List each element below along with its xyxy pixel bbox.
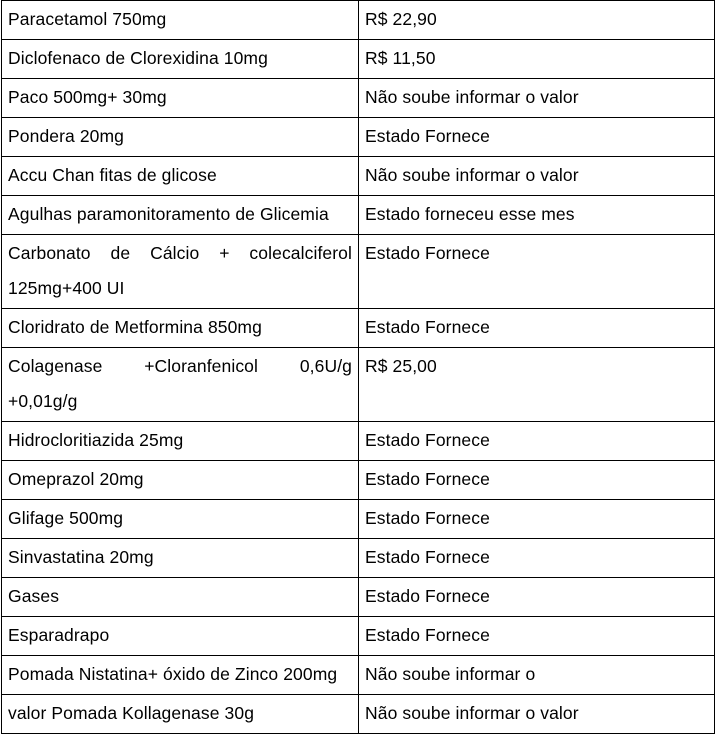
table-row (2, 118, 715, 157)
medication-name-cell: Gases (2, 578, 359, 617)
medication-value-cell: Estado Fornece (359, 118, 715, 157)
medication-value-cell: Estado Fornece (359, 539, 715, 578)
table-row (2, 695, 715, 734)
medication-price-table (1, 0, 715, 734)
medication-value-cell: Estado Fornece (359, 461, 715, 500)
medication-value-cell: Não soube informar o valor (359, 157, 715, 196)
table-row (2, 40, 715, 79)
table-row (2, 196, 715, 235)
medication-name-cell: Pomada Nistatina+ óxido de Zinco 200mg (2, 656, 359, 695)
medication-name-cell: Sinvastatina 20mg (2, 539, 359, 578)
medication-name-cell: Esparadrapo (2, 617, 359, 656)
table-row (2, 617, 715, 656)
medication-value-cell: Não soube informar o (359, 656, 715, 695)
table-row (2, 539, 715, 578)
table-row (2, 1, 715, 40)
medication-name-cell: Omeprazol 20mg (2, 461, 359, 500)
medication-name-cell: Agulhas paramonitoramento de Glicemia (2, 196, 359, 235)
medication-name-cell: Diclofenaco de Clorexidina 10mg (2, 40, 359, 79)
medication-value-cell: R$ 22,90 (359, 1, 715, 40)
table-row (2, 309, 715, 348)
medication-value-cell: Não soube informar o valor (359, 695, 715, 734)
medication-name-cell: Hidrocloritiazida 25mg (2, 422, 359, 461)
medication-name-cell: Accu Chan fitas de glicose (2, 157, 359, 196)
medication-name-cell: Glifage 500mg (2, 500, 359, 539)
medication-value-cell: Estado forneceu esse mes (359, 196, 715, 235)
table-row (2, 578, 715, 617)
medication-name-cell: Cloridrato de Metformina 850mg (2, 309, 359, 348)
medication-value-cell: Não soube informar o valor (359, 79, 715, 118)
medication-value-cell: Estado Fornece (359, 500, 715, 539)
table-row (2, 235, 715, 309)
table-row (2, 348, 715, 422)
medication-value-cell: Estado Fornece (359, 309, 715, 348)
table-row (2, 656, 715, 695)
medication-value-cell: Estado Fornece (359, 422, 715, 461)
medication-name-cell: Paracetamol 750mg (2, 1, 359, 40)
table-row (2, 500, 715, 539)
medication-value-cell: R$ 25,00 (359, 348, 715, 422)
medication-value-cell: R$ 11,50 (359, 40, 715, 79)
table-row (2, 461, 715, 500)
medication-value-cell: Estado Fornece (359, 617, 715, 656)
table-row (2, 157, 715, 196)
table-row (2, 422, 715, 461)
medication-value-cell: Estado Fornece (359, 578, 715, 617)
medication-name-cell: valor Pomada Kollagenase 30g (2, 695, 359, 734)
medication-value-cell: Estado Fornece (359, 235, 715, 309)
medication-name-cell: Carbonato de Cálcio + colecalciferol 125mg+400 UI (2, 235, 359, 309)
medication-name-cell: Paco 500mg+ 30mg (2, 79, 359, 118)
medication-name-cell: Pondera 20mg (2, 118, 359, 157)
table-row (2, 79, 715, 118)
medication-name-cell: Colagenase +Cloranfenicol 0,6U/g +0,01g/g (2, 348, 359, 422)
